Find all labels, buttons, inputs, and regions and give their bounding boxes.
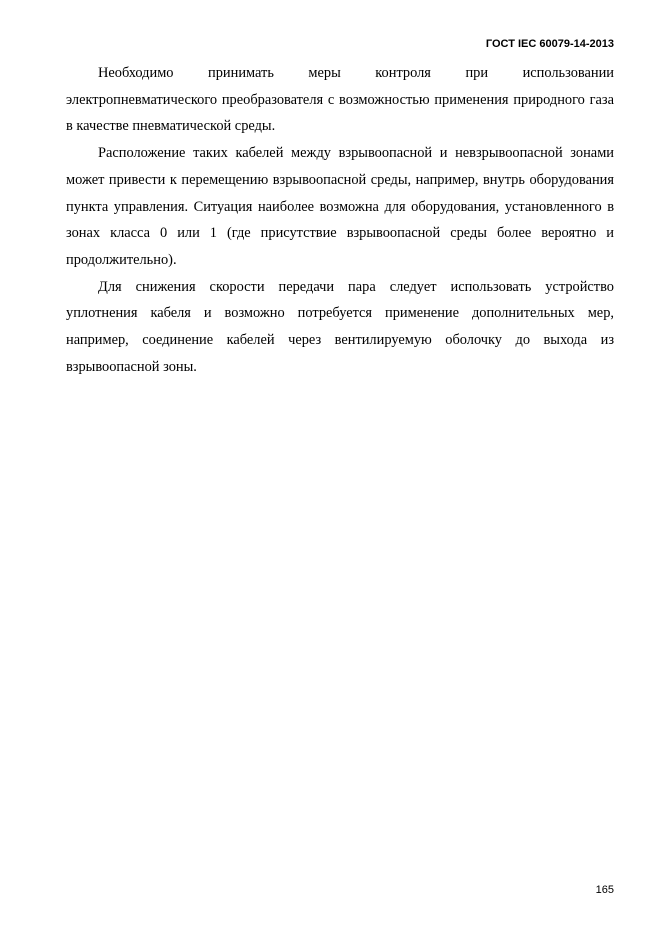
document-body	[66, 60, 614, 380]
paragraph-cable-location: Расположение таких кабелей между взрывоопасной и невзрывоопасной зонами может привести к перемещению взрывоопасной среды, например, внутрь оборудования пункта управления. Ситуация наиболее возможна для оборудования, установленного в зонах класса 0 или 1 (где присутствие взрывоопасной среды более вероятно и продолжительно).	[66, 145, 614, 268]
paragraph-gas-control: Необходимо принимать меры контроля при использовании электропневматического преобразователя с возможностью применения природного газа в качестве пневматической среды.	[66, 65, 614, 135]
page-number: 165	[595, 884, 614, 896]
document-code-header: ГОСТ IEC 60079-14-2013	[485, 38, 614, 50]
paragraph-vapor-transfer: Для снижения скорости передачи пара следует использовать устройство уплотнения кабеля и возможно потребуется применение дополнительных мер, например, соединение кабелей через вентилируемую оболочку до выхода из взрывоопасной зоны.	[66, 278, 614, 375]
